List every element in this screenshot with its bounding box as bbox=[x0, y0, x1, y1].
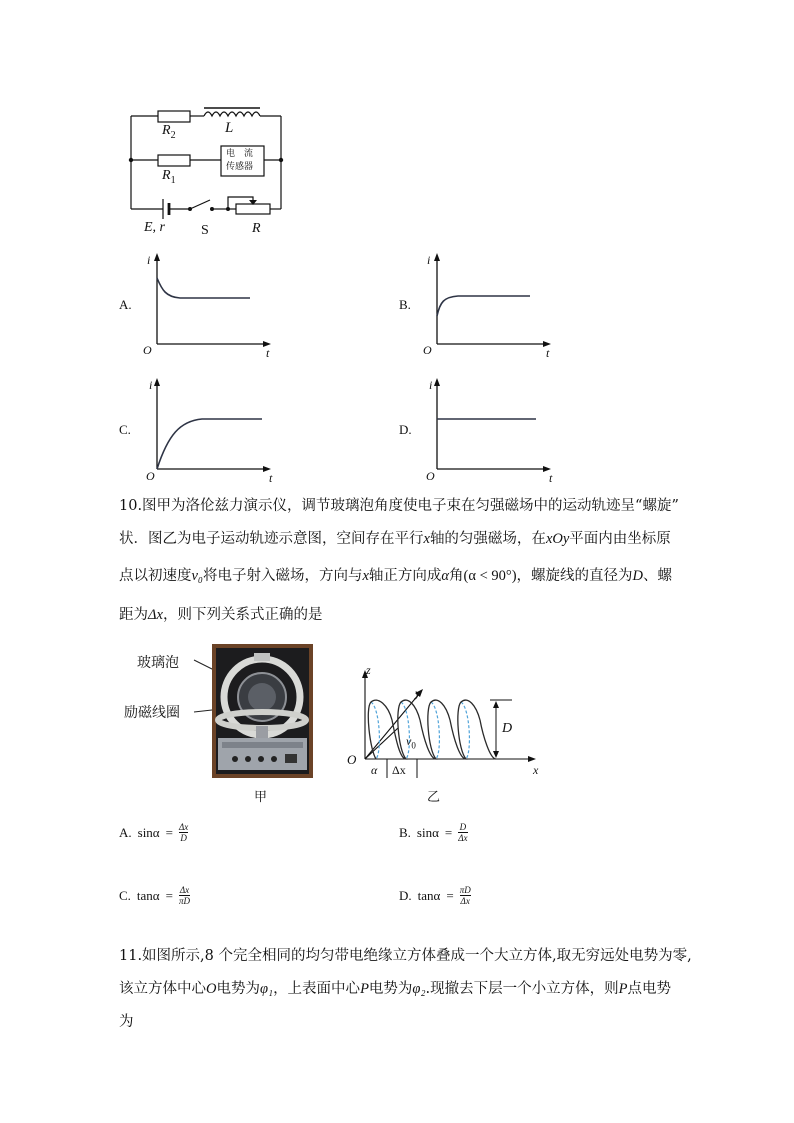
q9-option-b-graph bbox=[420, 250, 560, 360]
q9-b-t: t bbox=[546, 346, 550, 360]
photo-label-bulb: 玻璃泡 bbox=[137, 655, 179, 671]
fig-caption-yi: 乙 bbox=[427, 790, 441, 805]
q9-d-o: O bbox=[426, 469, 435, 483]
helix-origin-label: O bbox=[347, 752, 357, 767]
label-rheostat: R bbox=[252, 221, 261, 236]
q9-option-a-graph bbox=[140, 250, 280, 360]
q11-line-3: 为 bbox=[119, 1014, 134, 1030]
q10-line-4: 距为Δx，则下列关系式正确的是 bbox=[119, 607, 323, 623]
q10-option-d: D. tanα = $\frac{\pi D}{\Delta x}$ bbox=[399, 885, 471, 906]
photo-label-coil: 励磁线圈 bbox=[124, 705, 180, 721]
q11-line-2: 该立方体中心O电势为φ₁，上表面中心P电势为φ₂.现撤去下层一个小立方体，则P点电势 bbox=[119, 981, 671, 997]
q9-option-c-label: C. bbox=[119, 422, 131, 437]
q9-d-i: i bbox=[429, 378, 433, 392]
q10-option-b: B. sinα = $\frac{D}{\Delta x}$ bbox=[399, 822, 468, 843]
q10-line-1: 10.图甲为洛伦兹力演示仪，调节玻璃泡角度使电子束在匀强磁场中的运动轨迹呈“螺旋” bbox=[119, 498, 679, 514]
helix-x-label: x bbox=[533, 763, 539, 777]
q10-line-2: 状．图乙为电子运动轨迹示意图，空间存在平行x轴的匀强磁场，在xOy平面内由坐标原 bbox=[119, 531, 671, 547]
label-source: E, r bbox=[144, 220, 165, 235]
q9-option-c-graph bbox=[140, 375, 280, 485]
q9-a-i: i bbox=[147, 253, 151, 267]
helix-z-label: z bbox=[366, 663, 371, 677]
label-sensor-line2: 传感器 bbox=[226, 162, 254, 172]
q9-a-t: t bbox=[266, 346, 270, 360]
label-r1: $R_1$ bbox=[162, 168, 176, 186]
q9-d-t: t bbox=[549, 471, 553, 485]
helix-dx-label: Δx bbox=[392, 763, 406, 777]
q9-b-i: i bbox=[427, 253, 431, 267]
q10-line-3: 点以初速度v₀将电子射入磁场，方向与x轴正方向成α角(α < 90°)，螺旋线的直径为D、螺 bbox=[119, 568, 673, 584]
helix-d-label: D bbox=[502, 721, 513, 736]
q9-option-d-label: D. bbox=[399, 422, 412, 437]
label-sensor-line1: 电 流 bbox=[226, 149, 254, 159]
demonstrator-photo bbox=[190, 642, 315, 780]
q9-a-o: O bbox=[143, 343, 152, 357]
q10-option-c: C. tanα = $\frac{\Delta x}{\pi D}$ bbox=[119, 885, 190, 906]
q9-c-o: O bbox=[146, 469, 155, 483]
helix-alpha-label: α bbox=[371, 763, 378, 777]
fig-caption-jia: 甲 bbox=[254, 790, 268, 805]
helix-y-label: y bbox=[415, 686, 421, 700]
q10-option-a: A. sinα = $\frac{\Delta x}{D}$ bbox=[119, 822, 189, 843]
q9-option-b-label: B. bbox=[399, 297, 411, 312]
q9-b-o: O bbox=[423, 343, 432, 357]
q9-c-i: i bbox=[149, 378, 153, 392]
label-switch: S bbox=[201, 223, 209, 238]
q9-option-d-graph bbox=[420, 375, 560, 485]
label-inductor: L bbox=[225, 120, 234, 136]
helix-v0-label: $v_0$ bbox=[406, 734, 416, 751]
q9-option-a-label: A. bbox=[119, 297, 132, 312]
q9-c-t: t bbox=[269, 471, 273, 485]
q11-line-1: 11.如图所示,8 个完全相同的均匀带电绝缘立方体叠成一个大立方体,取无穷远处电势为零, bbox=[119, 948, 692, 964]
label-r2: $R_2$ bbox=[162, 123, 176, 141]
